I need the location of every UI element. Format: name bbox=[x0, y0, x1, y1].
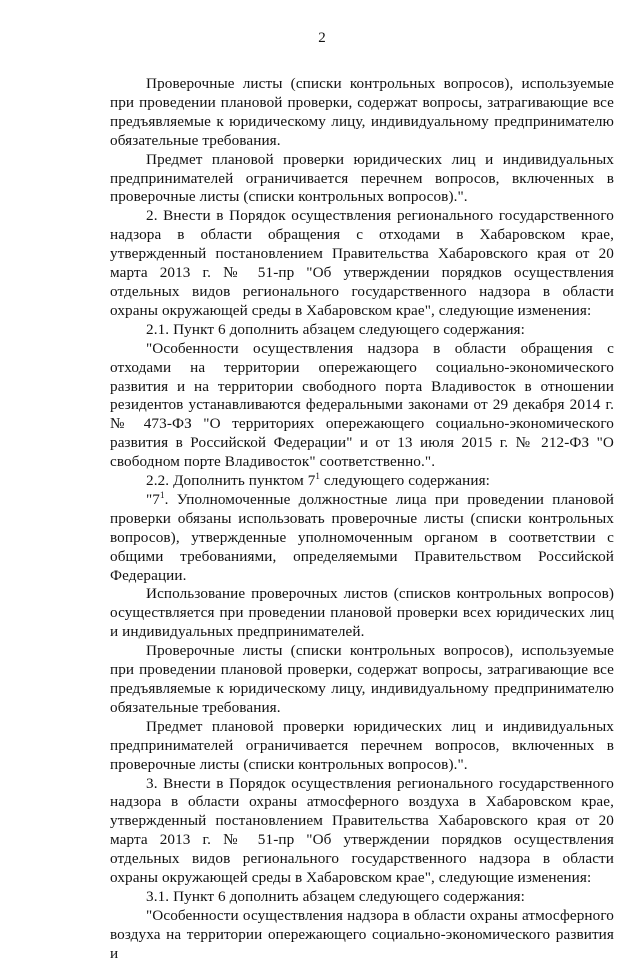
paragraph: "Особенности осуществления надзора в области обращения с отходами на территории опережающего социально-экономического развития и на территории свободного порта Владивосток в отношении резидентов устанавливаются федеральными законами от 29 декабря 2014 г. № 473-ФЗ "О территориях опережающего социально-экономического развития в Российской Федерации" и от 13 июля 2015 г. № 212-ФЗ "О свободном порте Владивосток" соответственно.". bbox=[110, 339, 614, 471]
item-7-1-number: "7 bbox=[146, 490, 160, 508]
paragraph: 3. Внести в Порядок осуществления регионального государственного надзора в области охраны атмосферного воздуха в Хабаровском крае, утвержденный постановлением Правительства Хабаровского края от 20 марта 2013 г. № 51-пр "Об утверждении порядков осуществления отдельных видов регионального государственного надзора в области охраны окружающей среды в Хабаровском крае", следующие изменения: bbox=[110, 774, 614, 887]
paragraph: Использование проверочных листов (списков контрольных вопросов) осуществляется при проведении плановой проверки всех юридических лиц и индивидуальных предпринимателей. bbox=[110, 585, 614, 641]
paragraph: 3.1. Пункт 6 дополнить абзацем следующего содержания: bbox=[146, 887, 525, 905]
paragraph: 2.1. Пункт 6 дополнить абзацем следующего содержания: bbox=[146, 320, 525, 338]
paragraph: "Особенности осуществления надзора в области охраны атмосферного воздуха на территории опережающего социально-экономического развития и bbox=[110, 906, 614, 962]
paragraph-item-2-2 bbox=[110, 472, 614, 491]
item-2-2-sup: 1 bbox=[315, 470, 321, 481]
paragraph: Предмет плановой проверки юридических лиц и индивидуальных предпринимателей ограничивается перечнем вопросов, включенных в проверочные листы (списки контрольных вопросов).". bbox=[110, 150, 614, 206]
item-2-2-text: 2.2. Дополнить пунктом 7 bbox=[146, 472, 316, 490]
paragraph: 2. Внести в Порядок осуществления регионального государственного надзора в области обращения с отходами в Хабаровском крае, утвержденный постановлением Правительства Хабаровского края от 20 марта 2013 г. № 51-пр "Об утверждении порядков осуществления отдельных видов регионального государственного надзора в области охраны окружающей среды в Хабаровском крае", следующие изменения: bbox=[110, 207, 614, 319]
paragraph: Предмет плановой проверки юридических лиц и индивидуальных предпринимателей ограничивается перечнем вопросов, включенных в проверочные листы (списки контрольных вопросов).". bbox=[110, 717, 614, 773]
paragraph: Проверочные листы (списки контрольных вопросов), используемые при проведении плановой проверки, содержат вопросы, затрагивающие все предъявляемые к юридическому лицу, индивидуальному предпринимателю обязательные требования. bbox=[110, 75, 614, 149]
item-2-2-suffix: следующего содержания: bbox=[320, 472, 490, 490]
paragraph: Проверочные листы (списки контрольных вопросов), используемые при проведении плановой проверки, содержат вопросы, затрагивающие все предъявляемые к юридическому лицу, индивидуальному предпринимателю обязательные требования. bbox=[110, 642, 614, 716]
page-number: 2 bbox=[318, 30, 326, 46]
paragraph-item-7-1 bbox=[110, 491, 614, 586]
item-7-1-sup: 1 bbox=[160, 489, 165, 500]
item-7-1-text: . Уполномоченные должностные лица при проведении плановой проверки обязаны использовать проверочные листы (списки контрольных вопросов), утвержденные уполномоченным органом в соответствии с общими требованиями, определяемыми Правительством Российской Федерации. bbox=[110, 490, 614, 584]
